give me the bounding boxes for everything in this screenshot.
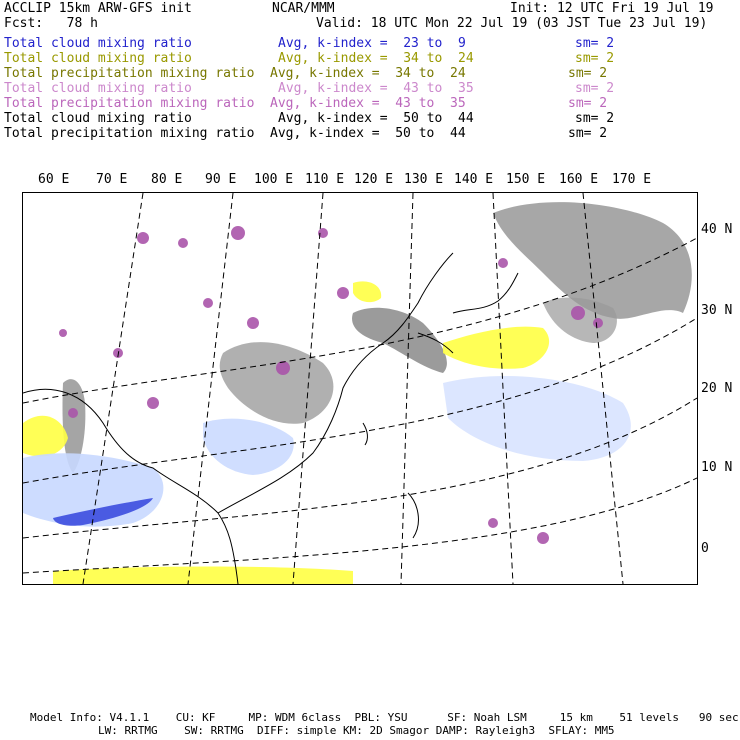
init-time: Init: 12 UTC Fri 19 Jul 19 <box>510 1 714 16</box>
lon-label: 70 E <box>96 172 128 187</box>
model-info-line1: Model Info: V4.1.1 CU: KF MP: WDM 6class PBL: YSU SF: Noah LSM 15 km 51 levels 90 sec <box>30 711 739 724</box>
coastline <box>363 423 367 445</box>
gray-cloud-region <box>352 308 447 373</box>
field-sm: sm= 2 <box>575 36 615 51</box>
field-sm: sm= 2 <box>568 126 608 141</box>
coastline <box>453 273 518 313</box>
lon-label: 60 E <box>38 172 70 187</box>
coastline <box>408 493 418 538</box>
field-name: Total cloud mixing ratio <box>4 111 192 126</box>
field-sm: sm= 2 <box>575 111 615 126</box>
field-avg: Avg, k-index = 43 to 35 <box>270 96 466 111</box>
field-sm: sm= 2 <box>575 51 615 66</box>
lon-label: 160 E <box>559 172 599 187</box>
lon-label: 140 E <box>454 172 494 187</box>
lat-label: 10 N <box>701 460 733 475</box>
organization-label: NCAR/MMM <box>272 1 335 16</box>
lon-line <box>401 193 413 584</box>
forecast-hour: Fcst: 78 h <box>4 16 98 31</box>
lon-label: 120 E <box>354 172 394 187</box>
lon-label: 90 E <box>205 172 237 187</box>
lon-line <box>188 193 233 584</box>
map-panel <box>22 192 698 585</box>
yellow-precip-region <box>23 416 68 457</box>
model-info-line2: LW: RRTMG SW: RRTMG DIFF: simple KM: 2D Smagor DAMP: Rayleigh3 SFLAY: MM5 <box>98 724 615 737</box>
lon-label: 150 E <box>506 172 546 187</box>
yellow-precip-region <box>53 567 353 585</box>
field-name: Total cloud mixing ratio <box>4 51 192 66</box>
lat-label: 40 N <box>701 222 733 237</box>
map-canvas <box>23 193 697 584</box>
valid-time: Valid: 18 UTC Mon 22 Jul 19 (03 JST Tue 23 Jul 19) <box>316 16 708 31</box>
field-name: Total precipitation mixing ratio <box>4 66 255 81</box>
lon-label: 100 E <box>254 172 294 187</box>
lon-label: 110 E <box>305 172 345 187</box>
lon-label: 80 E <box>151 172 183 187</box>
yellow-precip-region <box>443 327 549 369</box>
field-avg: Avg, k-index = 50 to 44 <box>278 111 474 126</box>
lat-label: 20 N <box>701 381 733 396</box>
lon-label: 170 E <box>612 172 652 187</box>
field-avg: Avg, k-index = 34 to 24 <box>270 66 466 81</box>
yellow-precip-region <box>353 281 381 302</box>
gray-cloud-region <box>220 342 334 424</box>
map-title: ACCLIP 15km ARW-GFS init <box>4 1 192 16</box>
field-name: Total precipitation mixing ratio <box>4 96 255 111</box>
lat-label: 30 N <box>701 303 733 318</box>
field-avg: Avg, k-index = 23 to 9 <box>278 36 466 51</box>
field-name: Total precipitation mixing ratio <box>4 126 255 141</box>
field-name: Total cloud mixing ratio <box>4 81 192 96</box>
field-sm: sm= 2 <box>575 81 615 96</box>
field-name: Total cloud mixing ratio <box>4 36 192 51</box>
lat-label: 0 <box>701 541 709 556</box>
lightblue-cloud-region <box>203 419 294 475</box>
field-sm: sm= 2 <box>568 96 608 111</box>
lightblue-cloud-region <box>443 376 631 461</box>
field-avg: Avg, k-index = 43 to 35 <box>278 81 474 96</box>
field-sm: sm= 2 <box>568 66 608 81</box>
field-avg: Avg, k-index = 34 to 24 <box>278 51 474 66</box>
field-avg: Avg, k-index = 50 to 44 <box>270 126 466 141</box>
lon-label: 130 E <box>404 172 444 187</box>
